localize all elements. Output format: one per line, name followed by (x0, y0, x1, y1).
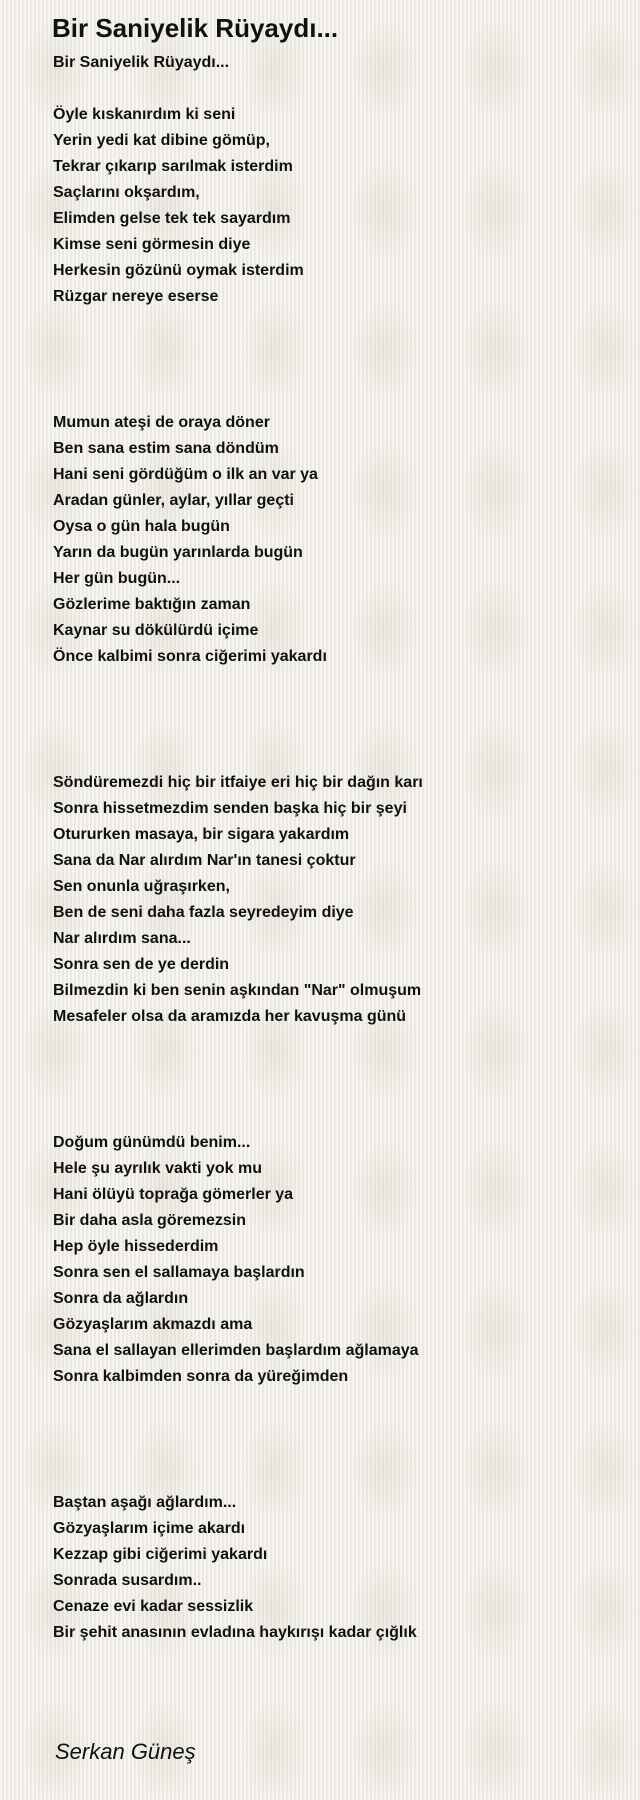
stanza-2 (53, 410, 613, 670)
poem-line: Mesafeler olsa da aramızda her kavuşma günü (53, 1008, 407, 1025)
poem-line: Tekrar çıkarıp sarılmak isterdim (53, 158, 293, 175)
stanza-4 (53, 1130, 613, 1390)
poem-line: Herkesin gözünü oymak isterdim (53, 262, 304, 279)
poem-title: Bir Saniyelik Rüyaydı... (52, 13, 339, 43)
stanza-gap (53, 310, 613, 410)
poem-line: Oysa o gün hala bugün (53, 518, 230, 535)
poem-subtitle: Bir Saniyelik Rüyaydı... (53, 54, 230, 71)
poem-line: Sonra sen el sallamaya başlardın (53, 1264, 305, 1281)
poem-line: Hele şu ayrılık vakti yok mu (53, 1160, 262, 1177)
poem-line: Gözyaşlarım içime akardı (53, 1520, 246, 1537)
poem-line: Elimden gelse tek tek sayardım (53, 210, 291, 227)
poem-line: Söndüremezdi hiç bir itfaiye eri hiç bir dağın karı (53, 774, 423, 791)
poem-line: Önce kalbimi sonra ciğerimi yakardı (53, 648, 327, 665)
poem-line: Gözlerime baktığın zaman (53, 596, 251, 613)
author-name: Serkan Güneş (55, 1739, 196, 1764)
poem-line: Mumun ateşi de oraya döner (53, 414, 270, 431)
poem-line: Kaynar su dökülürdü içime (53, 622, 259, 639)
poem-line: Ben sana estim sana döndüm (53, 440, 279, 457)
poem-line: Doğum günümdü benim... (53, 1134, 251, 1151)
poem-line: Rüzgar nereye eserse (53, 288, 219, 305)
poem-line: Otururken masaya, bir sigara yakardım (53, 826, 350, 843)
stanza-gap (53, 1030, 613, 1130)
stanza-5 (53, 1490, 613, 1646)
poem-line: Sonra sen de ye derdin (53, 956, 230, 973)
poem-line: Sonra kalbimden sonra da yüreğimden (53, 1368, 349, 1385)
poem-line: Öyle kıskanırdım ki seni (53, 106, 236, 123)
poem-body (53, 50, 613, 1646)
poem-line: Baştan aşağı ağlardım... (53, 1494, 237, 1511)
poem-line: Saçlarını okşardım, (53, 184, 200, 201)
poem-line: Hani ölüyü toprağa gömerler ya (53, 1186, 294, 1203)
poem-line: Sana el sallayan ellerimden başlardım ağlamaya (53, 1342, 419, 1359)
poem-line: Hani seni gördüğüm o ilk an var ya (53, 466, 318, 483)
poem-line: Sonra da ağlardın (53, 1290, 189, 1307)
poem-line: Kimse seni görmesin diye (53, 236, 251, 253)
stanza-1 (53, 102, 613, 310)
poem-line: Sonra hissetmezdim senden başka hiç bir şeyi (53, 800, 407, 817)
poem-line: Sana da Nar alırdım Nar'ın tanesi çoktur (53, 852, 356, 869)
poem-line: Yerin yedi kat dibine gömüp, (53, 132, 270, 149)
poem-line: Hep öyle hissederdim (53, 1238, 219, 1255)
poem-line: Sonrada susardım.. (53, 1572, 202, 1589)
poem-line: Ben de seni daha fazla seyredeyim diye (53, 904, 354, 921)
poem-line: Sen onunla uğraşırken, (53, 878, 230, 895)
poem-line: Kezzap gibi ciğerimi yakardı (53, 1546, 268, 1563)
poem-line: Yarın da bugün yarınlarda bugün (53, 544, 303, 561)
stanza-gap (53, 1390, 613, 1490)
poem-line: Bilmezdin ki ben senin aşkından "Nar" olmuşum (53, 982, 422, 999)
poem-line: Nar alırdım sana... (53, 930, 191, 947)
poem-line: Bir şehit anasının evladına haykırışı kadar çığlık (53, 1624, 417, 1641)
poem-line: Her gün bugün... (53, 570, 181, 587)
poem-line: Cenaze evi kadar sessizlik (53, 1598, 254, 1615)
poem-line: Aradan günler, aylar, yıllar geçti (53, 492, 294, 509)
poem-line: Bir daha asla göremezsin (53, 1212, 246, 1229)
poem-line: Gözyaşlarım akmazdı ama (53, 1316, 253, 1333)
stanza-3 (53, 770, 613, 1030)
stanza-gap (53, 670, 613, 770)
